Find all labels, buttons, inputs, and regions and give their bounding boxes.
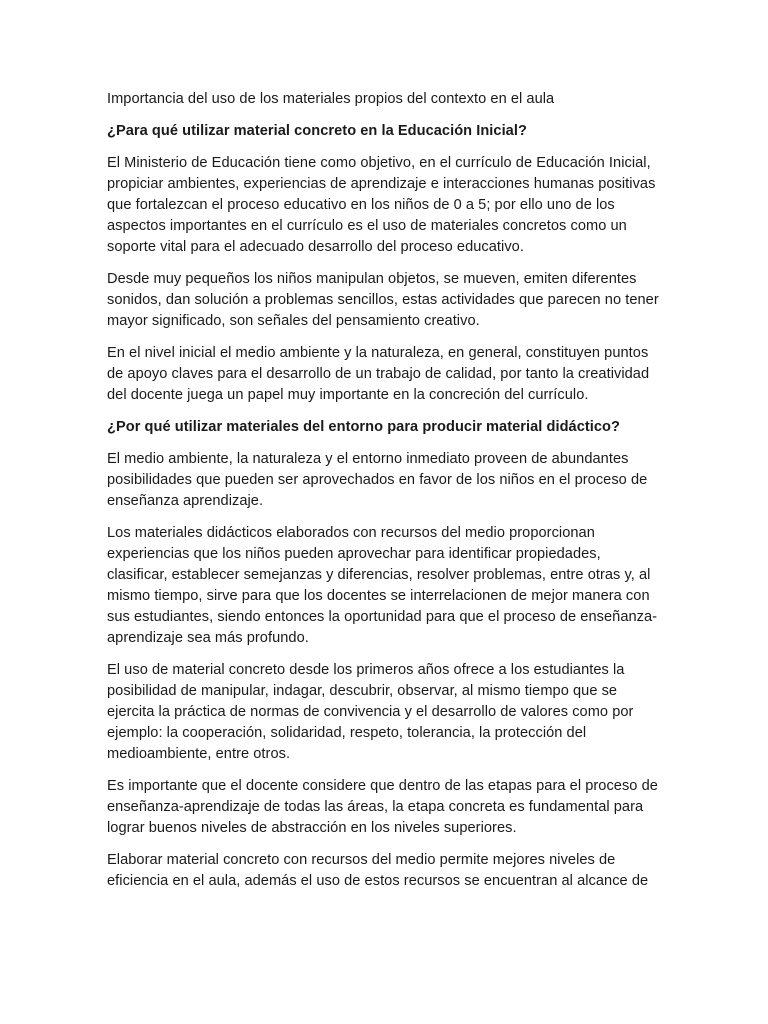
- paragraph-1: El Ministerio de Educación tiene como objetivo, en el currículo de Educación Inicial, propiciar ambientes, experiencias de aprendizaje e interacciones humanas positivas que fortalezcan el proceso educativo en los niños de 0 a 5; por ello uno de los aspectos importantes en el currículo es el uso de materiales concretos como un soporte vital para el adecuado desarrollo del proceso educativo.: [107, 155, 656, 255]
- paragraph-6: El uso de material concreto desde los primeros años ofrece a los estudiantes la posibilidad de manipular, indagar, descubrir, observar, al mismo tiempo que se ejercita la práctica de normas de convivencia y el desarrollo de valores como por ejemplo: la cooperación, solidaridad, respeto, tolerancia, la protección del medioambiente, entre otros.: [107, 662, 634, 762]
- paragraph-4: El medio ambiente, la naturaleza y el entorno inmediato proveen de abundantes posibilidades que pueden ser aprovechados en favor de los niños en el proceso de enseñanza aprendizaje.: [107, 451, 648, 509]
- document-title: Importancia del uso de los materiales propios del contexto en el aula: [107, 91, 555, 107]
- document-page: [107, 89, 663, 903]
- paragraph-5: Los materiales didácticos elaborados con recursos del medio proporcionan experiencias que los niños pueden aprovechar para identificar propiedades, clasificar, establecer semejanzas y diferencias, resolver problemas, entre otras y, al mismo tiempo, sirve para que los docentes se interrelacionen de mejor manera con sus estudiantes, siendo entonces la oportunidad para que el proceso de enseñanza-aprendizaje sea más profundo.: [107, 525, 658, 646]
- section-heading-2: ¿Por qué utilizar materiales del entorno para producir material didáctico?: [107, 419, 620, 435]
- section-heading-1: ¿Para qué utilizar material concreto en la Educación Inicial?: [107, 123, 527, 139]
- paragraph-8: Elaborar material concreto con recursos del medio permite mejores niveles de eficiencia en el aula, además el uso de estos recursos se encuentran al alcance de: [107, 852, 649, 889]
- paragraph-7: Es importante que el docente considere que dentro de las etapas para el proceso de enseñanza-aprendizaje de todas las áreas, la etapa concreta es fundamental para lograr buenos niveles de abstracción en los niveles superiores.: [107, 778, 658, 836]
- paragraph-3: En el nivel inicial el medio ambiente y la naturaleza, en general, constituyen puntos de apoyo claves para el desarrollo de un trabajo de calidad, por tanto la creatividad del docente juega un papel muy importante en la concreción del currículo.: [107, 345, 650, 403]
- paragraph-2: Desde muy pequeños los niños manipulan objetos, se mueven, emiten diferentes sonidos, dan solución a problemas sencillos, estas actividades que parecen no tener mayor significado, son señales del pensamiento creativo.: [107, 271, 659, 329]
